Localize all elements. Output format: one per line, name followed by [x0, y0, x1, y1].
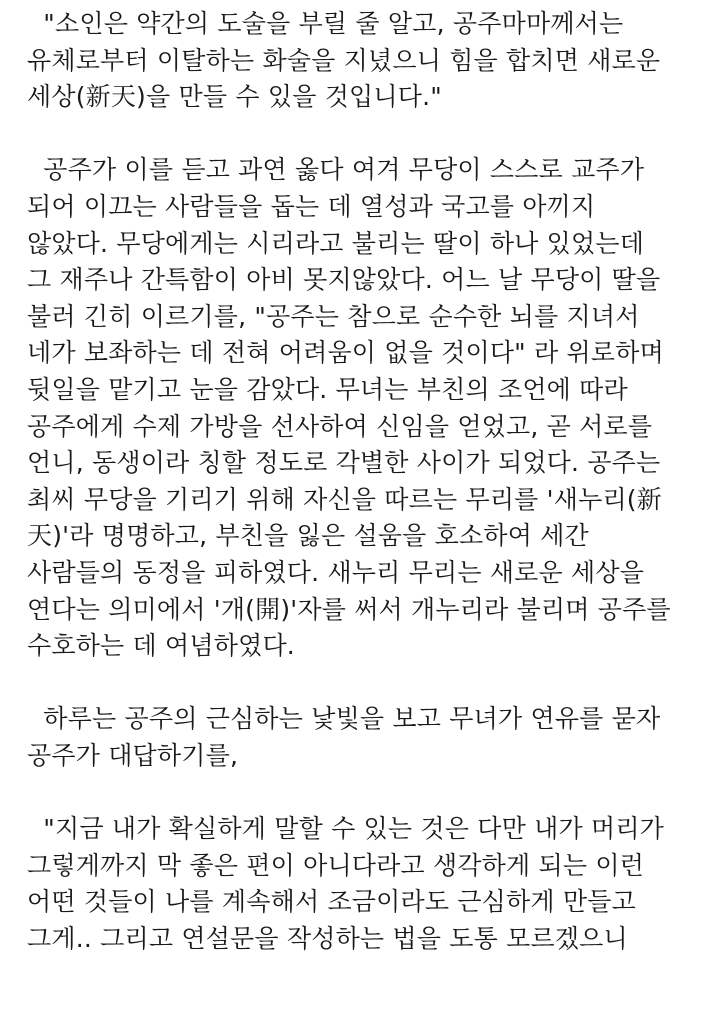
- text-line: 연다는 의미에서 '개(開)'자를 써서 개누리라 불리며 공주를: [27, 594, 671, 624]
- text-line: 뒷일을 맡기고 눈을 감았다. 무녀는 부친의 조언에 따라: [27, 374, 628, 404]
- paragraph-2: [27, 152, 690, 664]
- text-line: 그 재주나 간특함이 아비 못지않았다. 어느 날 무당이 딸을: [27, 265, 661, 295]
- paragraph-1: [27, 6, 690, 116]
- text-line: 어떤 것들이 나를 계속해서 조금이라도 근심하게 만들고: [27, 887, 636, 917]
- paragraph-gap: [27, 774, 690, 811]
- text-line: 공주에게 수제 가방을 선사하여 신임을 얻었고, 곧 서로를: [27, 411, 653, 441]
- text-line: 세상(新天)을 만들 수 있을 것입니다.": [27, 82, 442, 112]
- paragraph-gap: [27, 665, 690, 702]
- text-line: 네가 보좌하는 데 전혀 어려움이 없을 것이다" 라 위로하며: [27, 338, 664, 368]
- text-line: 언니, 동생이라 칭할 정도로 각별한 사이가 되었다. 공주는: [27, 448, 661, 478]
- text-line: 최씨 무당을 기리기 위해 자신을 따르는 무리를 '새누리(新: [27, 484, 662, 514]
- text-line: "소인은 약간의 도술을 부릴 줄 알고, 공주마마께서는: [27, 9, 624, 38]
- text-line: 수호하는 데 여념하였다.: [27, 631, 295, 661]
- text-line: 않았다. 무당에게는 시리라고 불리는 딸이 하나 있었는데: [27, 228, 645, 258]
- text-line: 공주가 대답하기를,: [27, 740, 239, 770]
- text-line: 공주가 이를 듣고 과연 옳다 여겨 무당이 스스로 교주가: [27, 155, 645, 185]
- text-line: 天)'라 명명하고, 부친을 잃은 설움을 호소하여 세간: [27, 521, 589, 551]
- text-line: 하루는 공주의 근심하는 낯빛을 보고 무녀가 연유를 묻자: [27, 704, 661, 734]
- text-line: "지금 내가 확실하게 말할 수 있는 것은 다만 내가 머리가: [27, 814, 665, 844]
- text-line: 불러 긴히 이르기를, "공주는 참으로 순수한 뇌를 지녀서: [27, 301, 640, 331]
- text-line: 유체로부터 이탈하는 화술을 지녔으니 힘을 합치면 새로운: [27, 45, 661, 75]
- text-line: 되어 이끄는 사람들을 돕는 데 열성과 국고를 아끼지: [27, 191, 596, 221]
- text-line: 그렇게까지 막 좋은 편이 아니다라고 생각하게 되는 이런: [27, 850, 645, 880]
- paragraph-4: [27, 811, 690, 957]
- paragraph-gap: [27, 116, 690, 153]
- paragraph-3: [27, 701, 690, 774]
- text-line: 사람들의 동정을 피하였다. 새누리 무리는 새로운 세상을: [27, 557, 645, 587]
- text-line: 그게.. 그리고 연설문을 작성하는 법을 도통 모르겠으니: [27, 923, 628, 953]
